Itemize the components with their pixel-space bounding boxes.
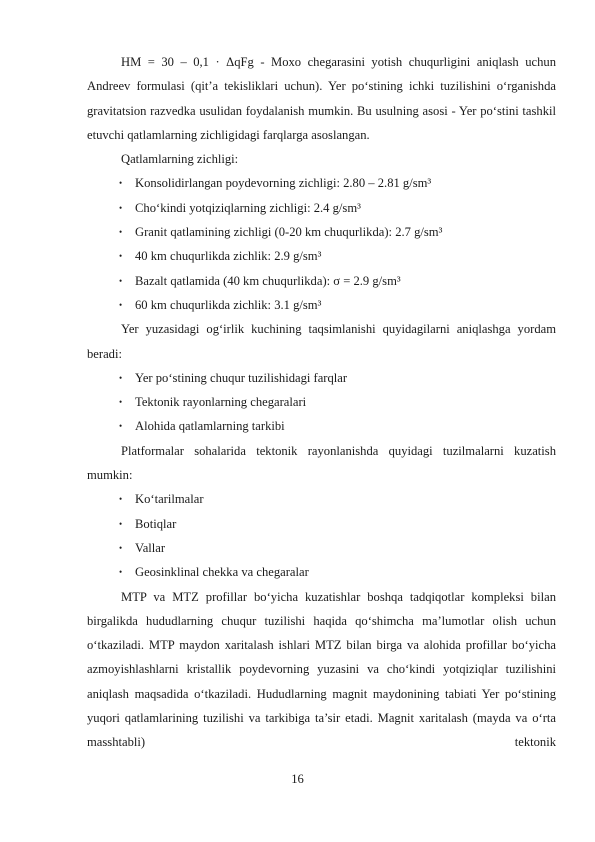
list-item: • Granit qatlamining zichligi (0-20 km chuqurlikda): 2.7 g/sm³ <box>87 220 556 244</box>
bullet-icon: • <box>119 275 123 286</box>
bullet-icon: • <box>119 251 123 262</box>
document-page <box>87 50 556 755</box>
bullet-icon: • <box>119 202 123 213</box>
bullet-icon: • <box>119 421 123 432</box>
list-item: • 60 km chuqurlikda zichlik: 3.1 g/sm³ <box>87 293 556 317</box>
list-item: • Botiqlar <box>87 512 556 536</box>
list-item: • Yer po‘stining chuqur tuzilishidagi farqlar <box>87 366 556 390</box>
list-item: • Geosinklinal chekka va chegaralar <box>87 560 556 584</box>
structures-list <box>87 487 556 584</box>
paragraph-gravity-distribution: Yer yuzasidagi og‘irlik kuchining taqsimlanishi quyidagilarni aniqlashga yordam beradi: <box>87 322 556 361</box>
bullet-icon: • <box>119 178 123 189</box>
bullet-icon: • <box>119 567 123 578</box>
page-number: 16 <box>291 772 304 786</box>
gravity-uses-list <box>87 366 556 439</box>
bullet-icon: • <box>119 397 123 408</box>
list-item: • Cho‘kindi yotqiziqlarning zichligi: 2.4 g/sm³ <box>87 196 556 220</box>
paragraph-mtp-mtz: MTP va MTZ profillar bo‘yicha kuzatishlar boshqa tadqiqotlar kompleksi bilan birgalikda hududlarning chuqur tuzilishi haqida qo‘shimcha ma’lumotlar olish uchun o‘tkaziladi. MTP maydon xaritalash ishlari MTZ bilan birga va alohida profillar bo‘yicha azmoyishlashlarni kristallik poydevorning yuzasini va cho‘kindi yotqiziqlar tuzilishini aniqlash maqsadida o‘tkaziladi. Hududlarning magnit maydonining tabiati Yer po‘stining yuqori qatlamlarining tuzilishi va tarkibiga ta’sir etadi. Magnit xaritalash (mayda va o‘rta masshtabli) tektonik <box>87 589 556 750</box>
bullet-icon: • <box>119 299 123 310</box>
bullet-icon: • <box>119 227 123 238</box>
list-item: • Bazalt qatlamida (40 km chuqurlikda): σ = 2.9 g/sm³ <box>87 269 556 293</box>
bullet-icon: • <box>119 494 123 505</box>
list-item: • Ko‘tarilmalar <box>87 487 556 511</box>
bullet-icon: • <box>119 518 123 529</box>
list-item: • Tektonik rayonlarning chegaralari <box>87 390 556 414</box>
bullet-icon: • <box>119 542 123 553</box>
paragraph-moho-formula: HM = 30 – 0,1 · ΔqFg - Moxo chegarasini yotish chuqurligini aniqlash uchun Andreev formulasi (qit’a tekisliklari uchun). Yer po‘stining ichki tuzilishini o‘rganishda gravitatsion razvedka usulidan foydalanish mumkin. Bu usulning asosi - Yer po‘stini tashkil etuvchi qatlamlarning zichligidagi farqlarga asoslangan. <box>87 55 556 142</box>
list-item: • Alohida qatlamlarning tarkibi <box>87 414 556 438</box>
bullet-icon: • <box>119 372 123 383</box>
list-item: • Konsolidirlangan poydevorning zichligi: 2.80 – 2.81 g/sm³ <box>87 171 556 195</box>
paragraph-platform-structures: Platformalar sohalarida tektonik rayonlanishda quyidagi tuzilmalarni kuzatish mumkin: <box>87 443 556 483</box>
list-item: • 40 km chuqurlikda zichlik: 2.9 g/sm³ <box>87 244 556 268</box>
density-list <box>87 171 556 317</box>
list-item: • Vallar <box>87 536 556 560</box>
paragraph-density-heading: Qatlamlarning zichligi: <box>121 152 239 167</box>
